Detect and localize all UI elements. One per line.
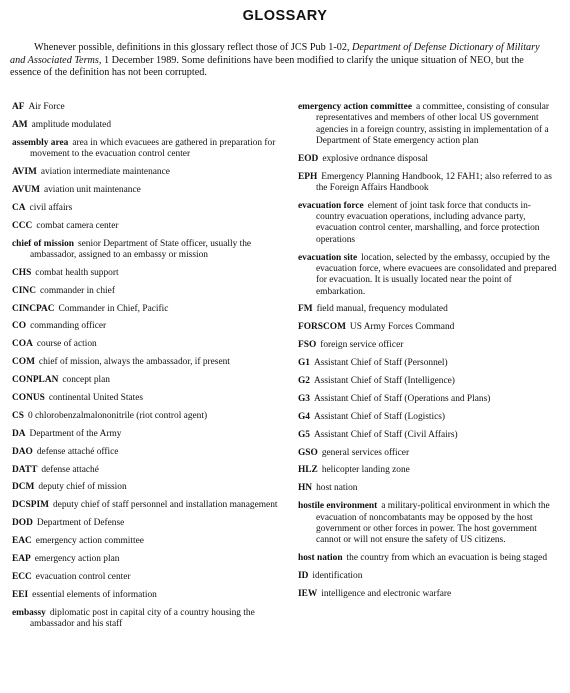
- intro-text-1: Whenever possible, definitions in this glossary reflect those of JCS Pub 1-02,: [34, 42, 353, 53]
- glossary-definition: civil affairs: [29, 202, 73, 213]
- glossary-entry: [298, 322, 558, 333]
- glossary-entry: [298, 553, 558, 564]
- glossary-entry: [12, 102, 282, 113]
- glossary-entry: [298, 412, 558, 423]
- glossary-entry: [12, 321, 282, 332]
- glossary-entry: [12, 393, 282, 404]
- page-title: GLOSSARY: [242, 8, 328, 24]
- glossary-definition: foreign service officer: [320, 340, 404, 351]
- glossary-entry: [12, 429, 282, 440]
- glossary-term: HN: [298, 483, 313, 494]
- glossary-entry: [298, 102, 558, 147]
- glossary-term: G2: [298, 375, 310, 386]
- glossary-term: FSO: [298, 340, 317, 351]
- glossary-entry: [12, 608, 282, 631]
- glossary-definition: deputy chief of mission: [38, 482, 127, 493]
- glossary-definition: field manual, frequency modulated: [316, 304, 448, 315]
- glossary-term: EEI: [12, 589, 29, 600]
- glossary-entry: [12, 304, 282, 315]
- intro-text-2: , 1 December 1989. Some definitions have been modified to clarify the unique situation of NEO, but the essence of the definition has not been corrupted.: [10, 54, 524, 79]
- glossary-term: DA: [12, 428, 26, 439]
- glossary-term: COA: [12, 339, 33, 350]
- glossary-entry: [298, 340, 558, 351]
- glossary-term: CS: [12, 410, 24, 421]
- glossary-term: FM: [298, 304, 313, 315]
- glossary-entry: [298, 304, 558, 315]
- glossary-definition: intelligence and electronic warfare: [321, 588, 452, 599]
- glossary-entry: [298, 465, 558, 476]
- glossary-term: EOD: [298, 153, 319, 164]
- glossary-entry: [298, 358, 558, 369]
- glossary-term: hostile environment: [298, 501, 378, 512]
- glossary-definition: Commander in Chief, Pacific: [58, 303, 169, 314]
- glossary-definition: element of joint task force that conducts in-country evacuation operations, including advance party, evacuation control center, marshalling, and force protection operations: [316, 200, 540, 245]
- glossary-term: IEW: [298, 588, 318, 599]
- glossary-entry: [298, 483, 558, 494]
- glossary-definition: location, selected by the embassy, occupied by the evacuation force, where evacuees are consolidated and prepared for evacuation. It is usually located near the point of embarkation.: [316, 252, 557, 297]
- glossary-entry: [298, 253, 558, 298]
- glossary-entry: [12, 411, 282, 422]
- glossary-definition: defense attaché: [41, 464, 99, 475]
- glossary-term: CHS: [12, 267, 32, 278]
- glossary-definition: the country from which an evacuation is being staged: [346, 553, 548, 563]
- glossary-term: chief of mission: [12, 238, 74, 249]
- glossary-term: FORSCOM: [298, 322, 346, 333]
- glossary-term: DATT: [12, 464, 38, 475]
- glossary-definition: deputy chief of staff personnel and installation management: [52, 500, 278, 511]
- glossary-term: DOD: [12, 518, 33, 529]
- glossary-entry: [12, 221, 282, 232]
- glossary-entry: [12, 286, 282, 297]
- glossary-term: G4: [298, 411, 310, 422]
- glossary-definition: continental United States: [48, 392, 144, 403]
- glossary-entry: [12, 375, 282, 386]
- glossary-definition: US Army Forces Command: [349, 322, 455, 333]
- glossary-definition: explosive ordnance disposal: [322, 153, 429, 164]
- glossary-term: CA: [12, 202, 26, 213]
- glossary-definition: helicopter landing zone: [321, 465, 410, 476]
- glossary-definition: commanding officer: [30, 321, 107, 332]
- glossary-term: host nation: [298, 553, 343, 563]
- glossary-entry: [12, 167, 282, 178]
- glossary-term: DCM: [12, 482, 35, 493]
- glossary-entry: [298, 201, 558, 246]
- glossary-entry: [12, 268, 282, 279]
- glossary-definition: combat camera center: [36, 220, 119, 231]
- glossary-definition: area in which evacuees are gathered in preparation for movement to the evacuation control center: [30, 137, 276, 160]
- glossary-definition: chief of mission, always the ambassador, if present: [38, 357, 230, 368]
- glossary-definition: a committee, consisting of consular representatives and members of other local US government agencies in a foreign country, assisting in implementation of a Department of State emergency action plan: [316, 102, 550, 146]
- glossary-column-left: [12, 102, 282, 637]
- glossary-definition: Department of the Army: [29, 428, 122, 439]
- glossary-term: G5: [298, 429, 310, 440]
- intro-reference-title: Department of Defense Dictionary of Military and Associated Terms: [10, 42, 540, 66]
- glossary-definition: Assistant Chief of Staff (Intelligence): [313, 375, 455, 386]
- glossary-entry: [12, 572, 282, 583]
- glossary-definition: host nation: [316, 483, 358, 494]
- glossary-definition: amplitude modulated: [31, 119, 112, 130]
- glossary-entry: [12, 339, 282, 350]
- glossary-term: AVUM: [12, 184, 40, 195]
- glossary-definition: Assistant Chief of Staff (Operations and Plans): [313, 393, 491, 404]
- glossary-entry: [12, 239, 282, 262]
- glossary-entry: [12, 185, 282, 196]
- glossary-term: EAC: [12, 536, 32, 547]
- glossary-term: ID: [298, 570, 309, 581]
- glossary-entry: [12, 465, 282, 476]
- glossary-definition: identification: [312, 570, 363, 581]
- glossary-term: AVIM: [12, 166, 37, 177]
- glossary-term: EPH: [298, 171, 318, 182]
- glossary-definition: defense attaché office: [36, 446, 119, 457]
- glossary-term: DAO: [12, 446, 33, 457]
- glossary-term: CINCPAC: [12, 303, 55, 314]
- glossary-definition: Emergency Planning Handbook, 12 FAH1; also referred to as the Foreign Affairs Handbook: [316, 171, 552, 193]
- glossary-term: G1: [298, 358, 310, 369]
- glossary-definition: Assistant Chief of Staff (Logistics): [313, 411, 446, 422]
- glossary-entry: [298, 154, 558, 165]
- glossary-term: CINC: [12, 285, 36, 296]
- glossary-definition: Air Force: [28, 102, 65, 112]
- glossary-term: AM: [12, 119, 28, 130]
- glossary-entry: [298, 376, 558, 387]
- glossary-entry: [12, 203, 282, 214]
- glossary-entry: [12, 120, 282, 131]
- glossary-entry: [12, 536, 282, 547]
- glossary-definition: evacuation control center: [35, 571, 131, 582]
- glossary-definition: Assistant Chief of Staff (Civil Affairs): [313, 429, 458, 440]
- glossary-definition: emergency action committee: [35, 536, 144, 547]
- glossary-entry: [298, 589, 558, 600]
- glossary-entry: [12, 482, 282, 493]
- glossary-definition: 0 chlorobenzalmalononitrile (riot control agent): [27, 410, 208, 421]
- glossary-definition: concept plan: [62, 375, 110, 386]
- glossary-definition: aviation unit maintenance: [43, 184, 141, 195]
- glossary-entry: [298, 571, 558, 582]
- glossary-definition: emergency action plan: [34, 553, 120, 564]
- glossary-term: HLZ: [298, 465, 318, 476]
- glossary-entry: [298, 172, 558, 195]
- glossary-entry: [12, 554, 282, 565]
- glossary-term: assembly area: [12, 137, 69, 148]
- glossary-entry: [12, 590, 282, 601]
- glossary-definition: course of action: [36, 339, 97, 350]
- glossary-entry: [298, 448, 558, 459]
- glossary-term: AF: [12, 102, 25, 112]
- glossary-entry: [298, 430, 558, 441]
- glossary-definition: diplomatic post in capital city of a country housing the ambassador and his staff: [30, 607, 255, 629]
- glossary-definition: essential elements of information: [32, 589, 157, 600]
- glossary-column-right: [298, 102, 558, 607]
- glossary-term: evacuation site: [298, 252, 358, 263]
- glossary-definition: commander in chief: [39, 285, 115, 296]
- glossary-definition: Department of Defense: [36, 518, 125, 529]
- glossary-entry: [12, 138, 282, 161]
- glossary-definition: a military-political environment in which the evacuation of noncombatants may be opposed by the host government or other forces in power. The host government cannot or will not ensure the safety of US citizens.: [316, 501, 550, 546]
- glossary-term: emergency action committee: [298, 102, 413, 112]
- glossary-entry: [298, 501, 558, 546]
- glossary-term: embassy: [12, 607, 46, 618]
- glossary-definition: general services officer: [321, 447, 410, 458]
- glossary-definition: aviation intermediate maintenance: [40, 166, 170, 177]
- glossary-entry: [12, 447, 282, 458]
- intro-paragraph: [10, 42, 555, 80]
- glossary-definition: combat health support: [35, 267, 119, 278]
- glossary-term: EAP: [12, 553, 31, 564]
- glossary-term: evacuation force: [298, 200, 364, 211]
- glossary-term: CONUS: [12, 392, 45, 403]
- glossary-term: CONPLAN: [12, 375, 59, 386]
- glossary-term: CO: [12, 321, 27, 332]
- glossary-definition: senior Department of State officer, usually the ambassador, assigned to an embassy or mission: [30, 238, 252, 260]
- glossary-definition: Assistant Chief of Staff (Personnel): [313, 358, 448, 369]
- glossary-entry: [12, 518, 282, 529]
- glossary-term: ECC: [12, 571, 32, 582]
- glossary-term: COM: [12, 357, 35, 368]
- glossary-entry: [12, 500, 282, 511]
- glossary-entry: [298, 394, 558, 405]
- glossary-entry: [12, 357, 282, 368]
- glossary-term: CCC: [12, 220, 33, 231]
- glossary-term: DCSPIM: [12, 500, 49, 511]
- glossary-term: GSO: [298, 447, 318, 458]
- glossary-term: G3: [298, 393, 310, 404]
